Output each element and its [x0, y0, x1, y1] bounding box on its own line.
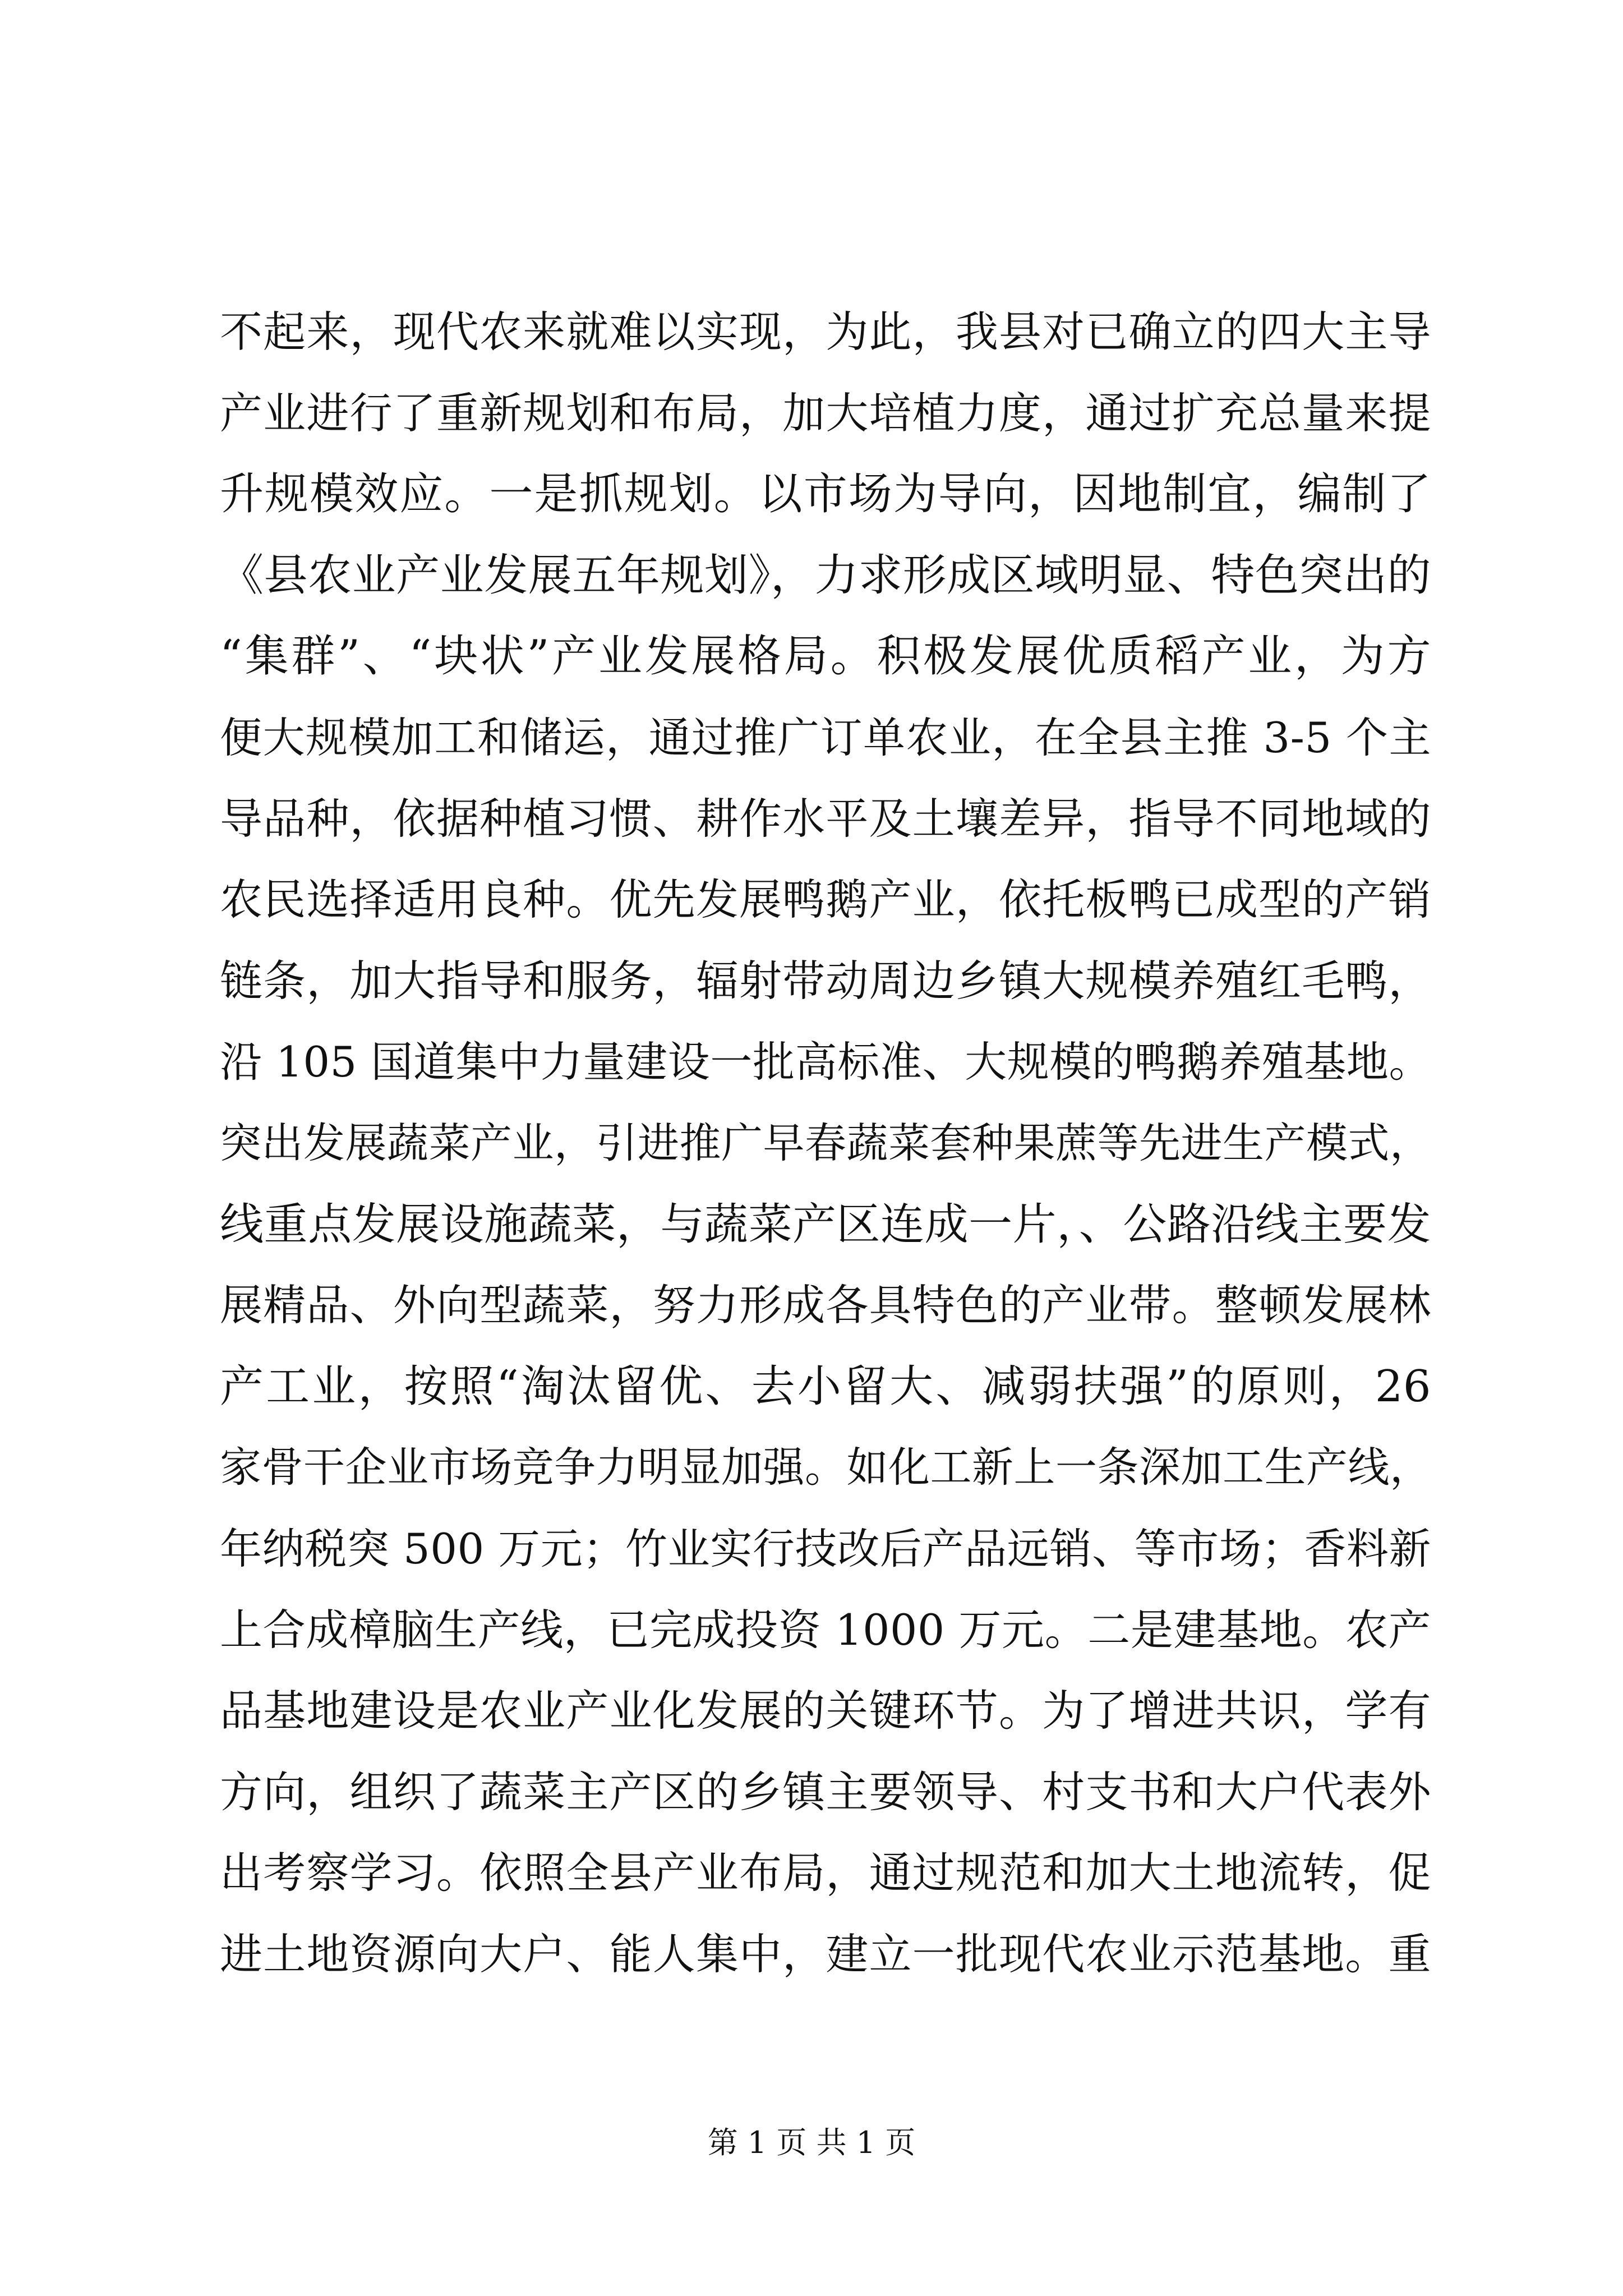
page-number-label: 第 1 页 共 1 页	[707, 2125, 916, 2160]
text-line: 升规模效应。一是抓规划。以市场为导向，因地制宜，编制了	[220, 469, 1431, 520]
text-line: “集群”、“块状”产业发展格局。积极发展优质稻产业，为方	[220, 631, 1431, 682]
text-line: 出考察学习。依照全县产业布局，通过规范和加大土地流转，促	[220, 1848, 1431, 1898]
text-line: 展精品、外向型蔬菜，努力形成各具特色的产业带。整顿发展林	[220, 1280, 1431, 1331]
text-line: 上合成樟脑生产线，已完成投资 1000 万元。二是建基地。农产	[220, 1604, 1431, 1655]
text-line: 家骨干企业市场竞争力明显加强。如化工新上一条深加工生产线，	[220, 1443, 1432, 1492]
text-line: 农民选择适用良种。优先发展鸭鹅产业，依托板鸭已成型的产销	[220, 875, 1431, 925]
text-line: 进土地资源向大户、能人集中，建立一批现代农业示范基地。重	[220, 1929, 1431, 1979]
text-line: 突出发展蔬菜产业，引进推广早春蔬菜套种果蔗等先进生产模式，	[220, 1119, 1432, 1167]
text-line: 产业进行了重新规划和布局，加大培植力度，通过扩充总量来提	[220, 388, 1431, 438]
text-line: 线重点发展设施蔬菜，与蔬菜产区连成一片，、公路沿线主要发	[220, 1199, 1431, 1250]
text-line: 《县农业产业发展五年规划》，力求形成区域明显、特色突出的	[220, 550, 1431, 601]
page-footer	[0, 2123, 1623, 2162]
text-line: 导品种，依据种植习惯、耕作水平及土壤差异，指导不同地域的	[220, 793, 1431, 844]
body-text	[220, 292, 1431, 1995]
text-line: 品基地建设是农业产业化发展的关键环节。为了增进共识，学有	[220, 1686, 1431, 1736]
text-line: 沿 105 国道集中力量建设一批高标准、大规模的鸭鹅养殖基地。	[220, 1037, 1431, 1087]
text-line: 方向，组织了蔬菜主产区的乡镇主要领导、村支书和大户代表外	[220, 1766, 1431, 1817]
text-line: 链条，加大指导和服务，辐射带动周边乡镇大规模养殖红毛鸭，	[220, 955, 1431, 1006]
text-line: 年纳税突 500 万元；竹业实行技改后产品远销、等市场；香料新	[220, 1524, 1431, 1573]
text-line: 产工业，按照“淘汰留优、去小留大、减弱扶强”的原则，26	[220, 1361, 1431, 1412]
text-line: 不起来，现代农来就难以实现，为此，我县对已确立的四大主导	[220, 307, 1431, 357]
text-line: 便大规模加工和储运，通过推广订单农业，在全县主推 3-5 个主	[220, 712, 1431, 762]
